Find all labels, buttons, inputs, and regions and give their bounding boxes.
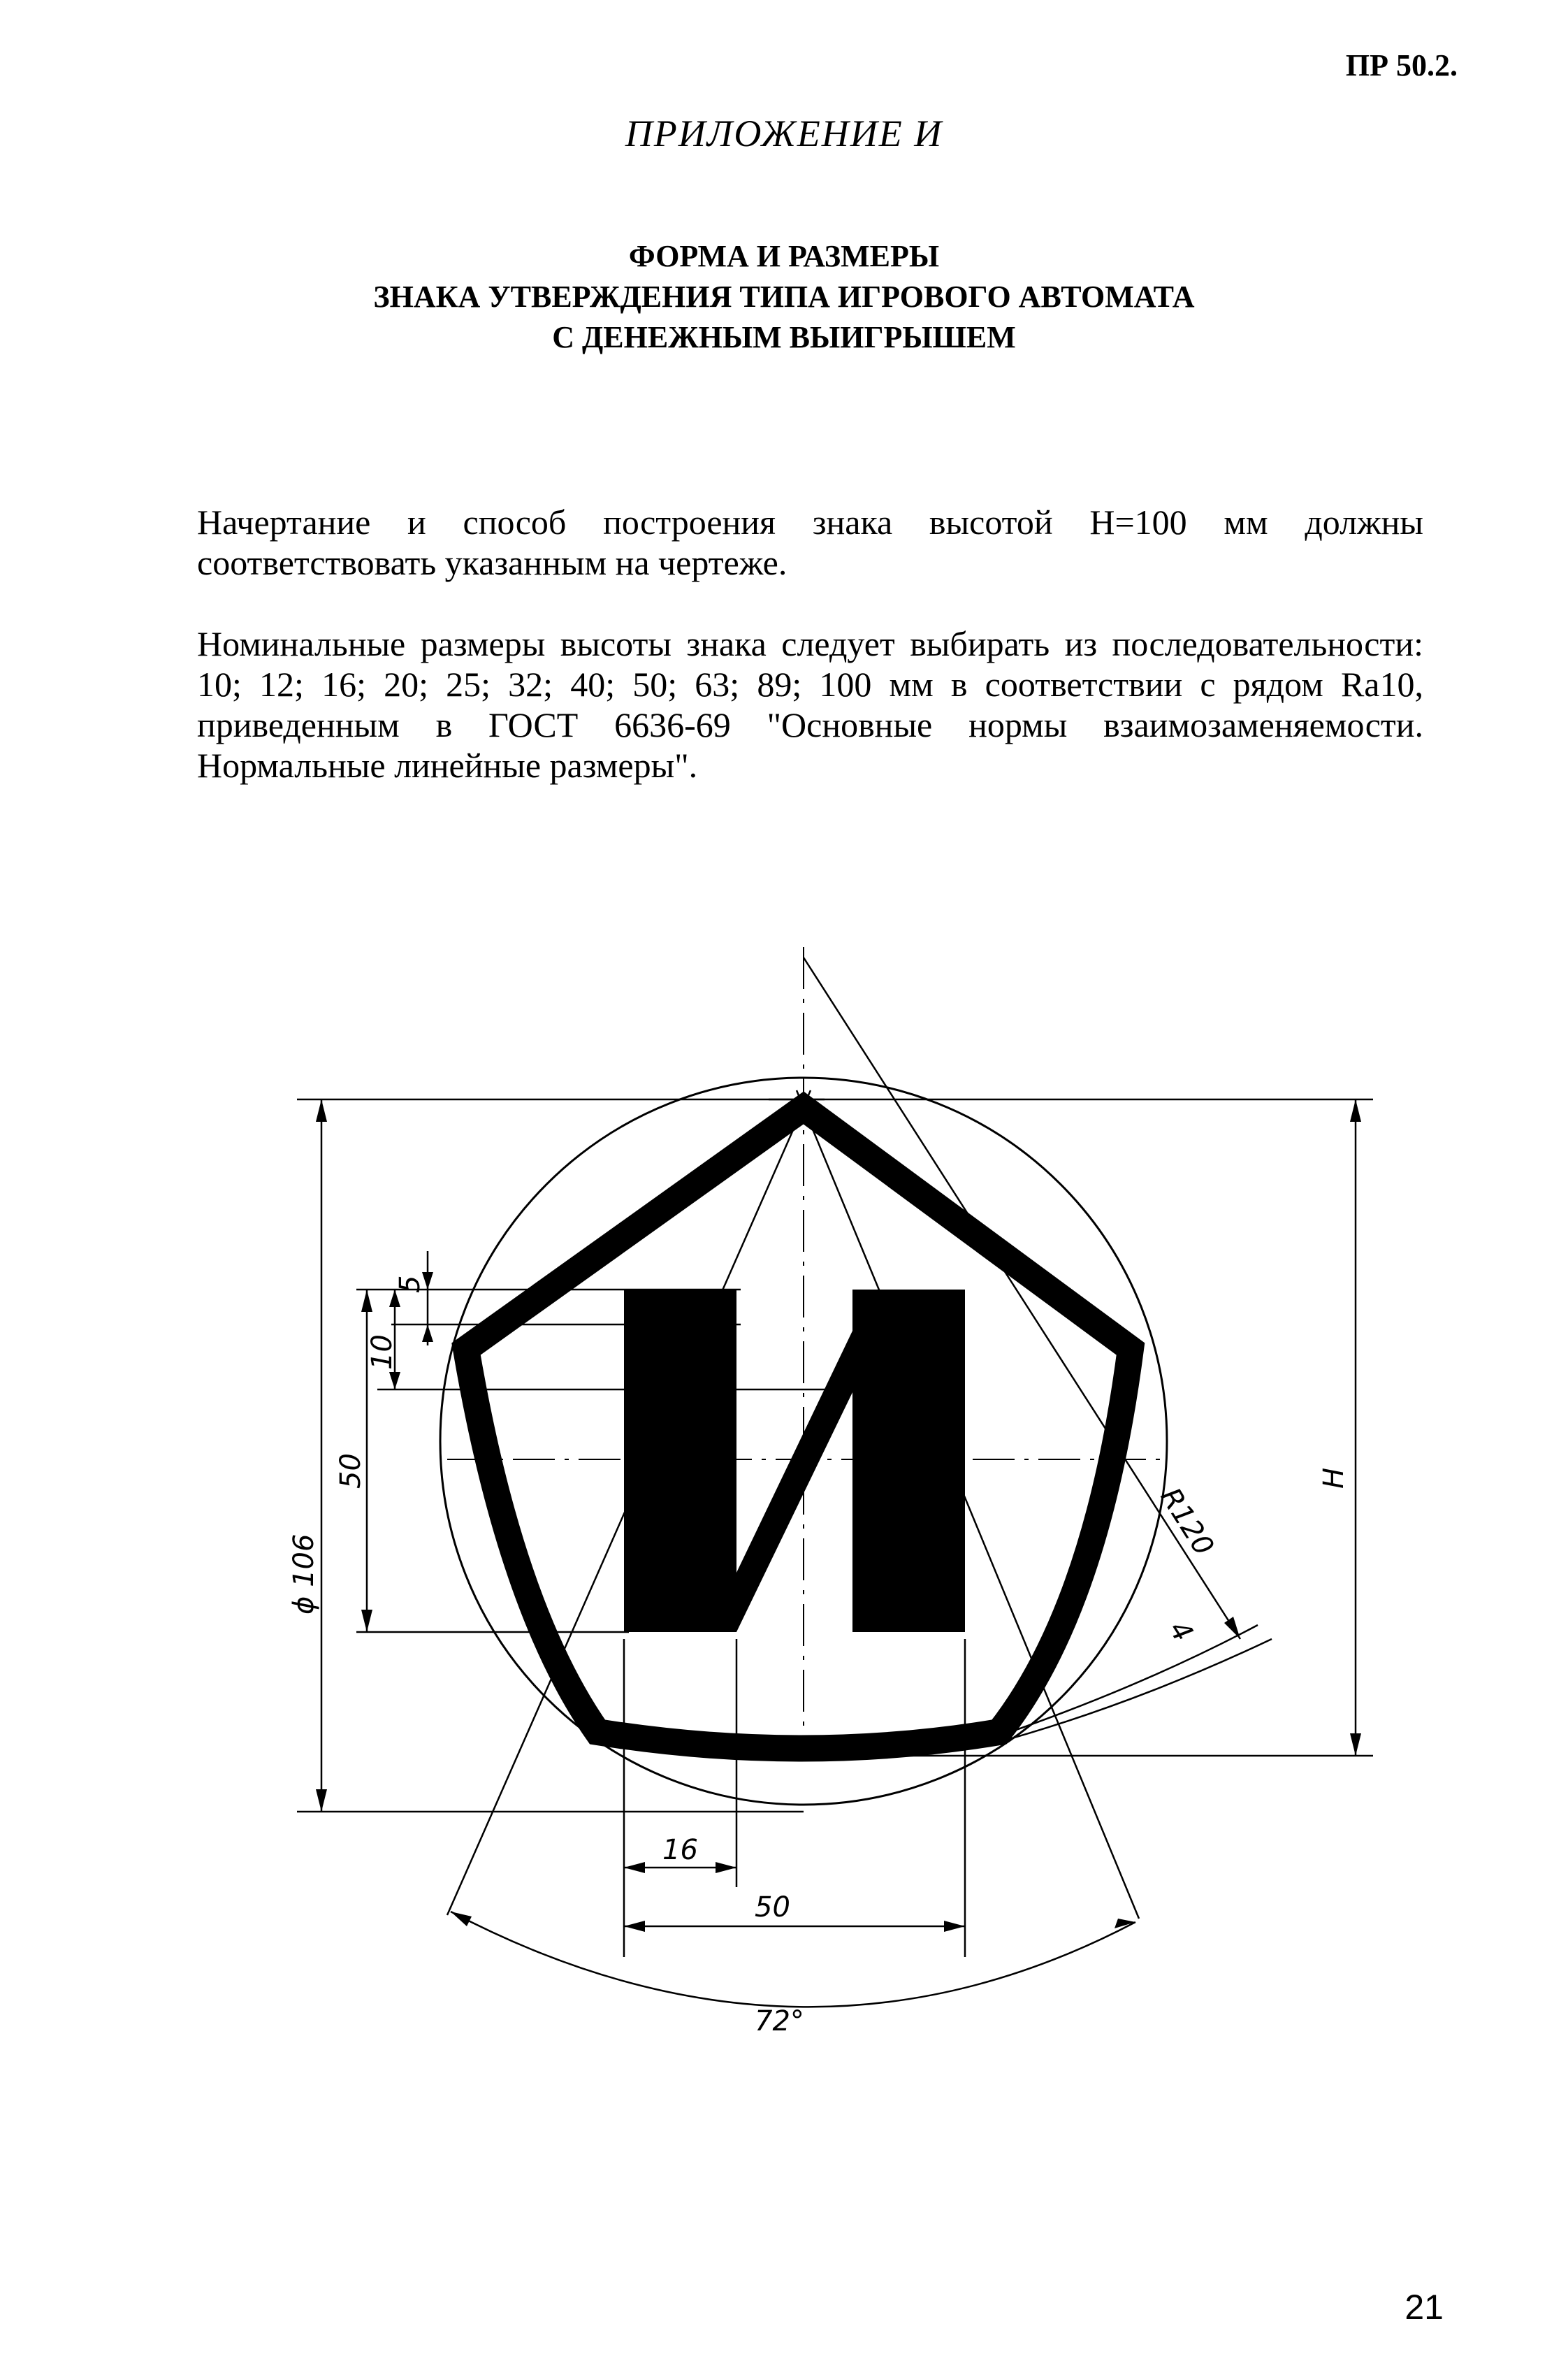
sign-outline: [466, 1108, 1131, 1749]
dim-bar-width: 16: [662, 1834, 698, 1866]
letter-diagonal: [736, 1329, 853, 1632]
dim-sign-height: Н: [1318, 1467, 1350, 1489]
dim-angle: 72°: [755, 2005, 804, 2037]
paragraph-nominal-sizes: Номинальные размеры высоты знака следует выбирать из последовательности: 10; 12; 16; 20; 25; 32; 40; 50; 63; 89; 100 мм в соответствии с рядом Ra10, приведенным в ГОСТ 6636-69 "Основные нормы взаимозаменяемости. Нормальные линейные размеры".: [197, 624, 1423, 785]
title-line-2: ЗНАКА УТВЕРЖДЕНИЯ ТИПА ИГРОВОГО АВТОМАТА: [373, 280, 1195, 314]
title-line-1: ФОРМА И РАЗМЕРЫ: [628, 239, 940, 273]
dim-radius: R120: [1154, 1482, 1220, 1561]
dim-diameter: ϕ 106: [288, 1533, 320, 1615]
letter-i-mark: [624, 1290, 965, 1632]
dim-gap-slash: 10: [366, 1334, 398, 1370]
dim-letter-width: 50: [755, 1891, 790, 1923]
appendix-title: ПРИЛОЖЕНИЕ И: [625, 113, 943, 154]
page-number: 21: [1404, 2288, 1444, 2327]
letter-left-bar: [624, 1290, 736, 1632]
document-code: ПР 50.2.: [1345, 48, 1458, 82]
dimension-arrows: [316, 1099, 1361, 1932]
letter-right-bar: [852, 1290, 965, 1632]
dimension-lines: [297, 1099, 1373, 1957]
dim-gap-top: 5: [394, 1275, 426, 1293]
paragraph-construction: Начертание и способ построения знака высотой Н=100 мм должны соответствовать указанным на чертеже.: [197, 503, 1423, 582]
title-line-3: С ДЕНЕЖНЫМ ВЫИГРЫШЕМ: [552, 320, 1016, 354]
dim-letter-height: 50: [335, 1453, 367, 1489]
dim-stroke-width: 4: [1162, 1615, 1200, 1647]
